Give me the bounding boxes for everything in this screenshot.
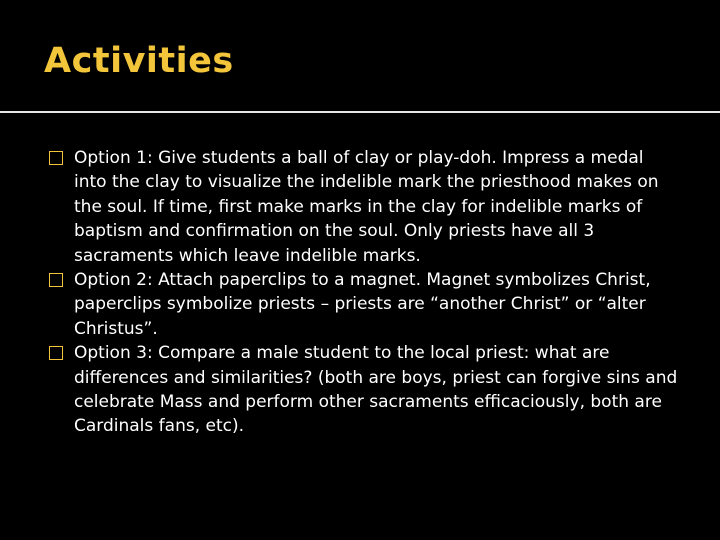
slide-title: Activities [44, 41, 234, 81]
bullet-text: Option 3: Compare a male student to the local priest: what are differences and similarities? (both are boys, priest can forgive sins and celebrate Mass and perform other sacraments efficaciously, both are Cardinals fans, etc). [74, 343, 678, 437]
bullet-item-option-1 [48, 146, 680, 268]
bullet-text: Option 1: Give students a ball of clay or play-doh. Impress a medal into the clay to visualize the indelible mark the priesthood makes on the soul. If time, first make marks in the clay for indelible marks of baptism and confirmation on the soul. Only priests have all 3 sacraments which leave indelible marks. [74, 148, 659, 266]
bullet-item-option-3 [48, 341, 680, 439]
bullet-text: Option 2: Attach paperclips to a magnet. Magnet symbolizes Christ, paperclips symbolize priests – priests are “another Christ” or “alter Christus”. [74, 270, 651, 339]
bullet-item-option-2 [48, 268, 680, 341]
square-bullet-icon [49, 273, 63, 287]
bullet-list [48, 146, 680, 439]
square-bullet-icon [49, 151, 63, 165]
title-band [0, 0, 720, 113]
square-bullet-icon [49, 346, 63, 360]
